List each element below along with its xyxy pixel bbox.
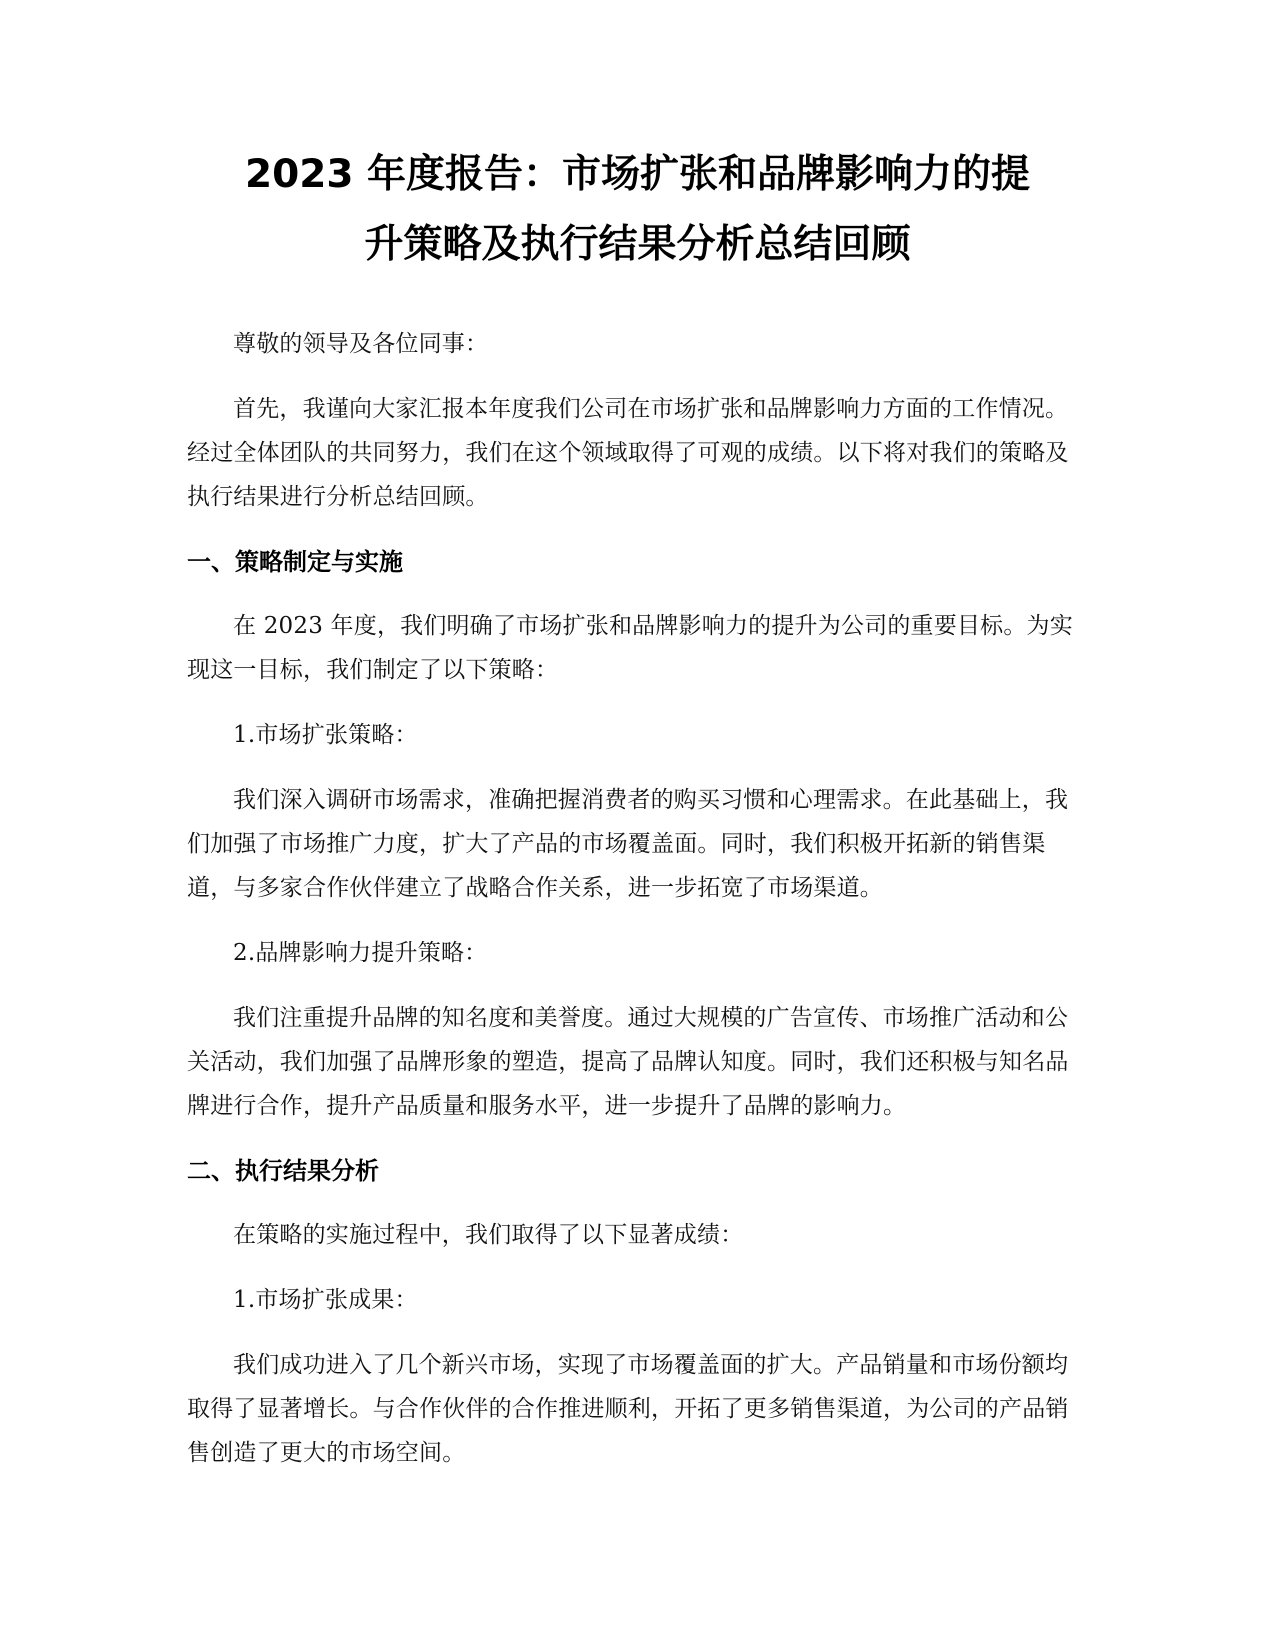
section-2-item-1-title: 1.市场扩张成果： [233,1287,418,1313]
title-line-2: 升策略及执行结果分析总结回顾 [364,222,911,267]
intro-paragraph: 首先，我谨向大家汇报本年度我们公司在市场扩张和品牌影响力方面的工作情况。经过全体团队的共同努力，我们在这个领域取得了可观的成绩。以下将对我们的策略及执行结果进行分析总结回顾。 [187,396,1069,510]
document-body [187,322,1087,1496]
greeting-paragraph: 尊敬的领导及各位同事： [233,331,489,357]
section-1-intro: 在 2023 年度，我们明确了市场扩张和品牌影响力的提升为公司的重要目标。为实现这一目标，我们制定了以下策略： [187,613,1073,683]
title-line-1: 2023 年度报告：市场扩张和品牌影响力的提 [244,152,1031,197]
section-1-item-2-body: 我们注重提升品牌的知名度和美誉度。通过大规模的广告宣传、市场推广活动和公关活动，我们加强了品牌形象的塑造，提高了品牌认知度。同时，我们还积极与知名品牌进行合作，提升产品质量和服务水平，进一步提升了品牌的影响力。 [187,1005,1069,1119]
section-2-intro: 在策略的实施过程中，我们取得了以下显著成绩： [233,1222,744,1248]
section-2-item-1-body: 我们成功进入了几个新兴市场，实现了市场覆盖面的扩大。产品销量和市场份额均取得了显著增长。与合作伙伴的合作推进顺利，开拓了更多销售渠道，为公司的产品销售创造了更大的市场空间。 [187,1352,1069,1466]
section-2-heading: 二、执行结果分析 [187,1157,379,1185]
section-1-item-1-title: 1.市场扩张策略： [233,722,418,748]
section-1-item-1-body: 我们深入调研市场需求，准确把握消费者的购买习惯和心理需求。在此基础上，我们加强了市场推广力度，扩大了产品的市场覆盖面。同时，我们积极开拓新的销售渠道，与多家合作伙伴建立了战略合作关系，进一步拓宽了市场渠道。 [187,787,1069,901]
document-title [180,140,1095,280]
section-1-heading: 一、策略制定与实施 [187,548,403,576]
section-1-item-2-title: 2.品牌影响力提升策略： [233,940,488,966]
